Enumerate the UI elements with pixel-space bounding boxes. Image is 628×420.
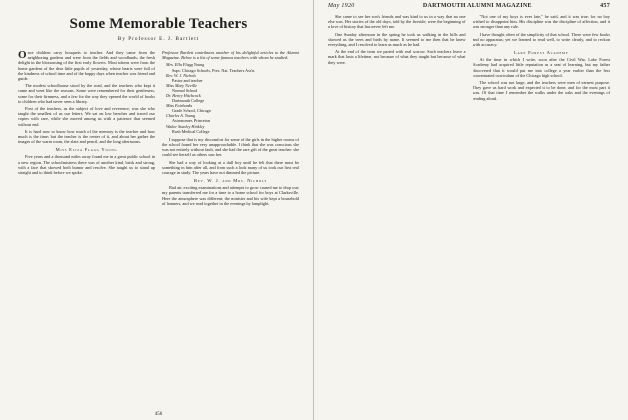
paragraph: Once children carry bouquets to teacher. And they came from the neighboring gardens and were from the fields and woodlands; the fresh delight in the blossoming of the first early flowers. Most tokens were from the home gardens of the dear little pupils of yesterday, whose hearts were full of the kindness of school time and of the happy days when teacher was friend and guide. [18, 50, 155, 82]
teacher-name: Miss Mary Neville [166, 82, 197, 88]
paragraph: Bad air, exciting examinations and attempts to grow caused me to drop out; my parents transferred me for a time to a home school for boys at Clarksville. Here the atmosphere was different; the minister and his wife kept a household of learners, and we read together in the evenings by lamplight. [162, 185, 299, 206]
paragraph: One Sunday afternoon in the spring he took us walking in the hills and showed us the trees and birds by name. It seemed to me then that he knew everything, and I resolved to learn as much as he had. [328, 31, 466, 48]
paragraph: She came to see her son's friends and was kind to us in a way that no one else was. Her stories of the old days, told by the fireside, were the beginning of a love of history that has never left me. [328, 14, 466, 30]
left-columns [18, 50, 299, 406]
article-title: Some Memorable Teachers [69, 16, 248, 32]
teacher-note: Pastor and teacher [172, 77, 203, 83]
section-heading: Miss Eliza Flagg Young [55, 147, 118, 153]
teacher-entry [166, 93, 299, 103]
teacher-note: Normal School [172, 87, 198, 93]
teacher-note: Supt. Chicago Schools, Pres. Nat. Teachers Ass'n. [172, 67, 256, 73]
left-column-1 [18, 50, 155, 406]
section-heading: Lake Forest Academy [513, 50, 569, 56]
teacher-entry [166, 83, 299, 93]
teacher-name: Charles A. Young [166, 113, 196, 119]
paragraph: It is hard now to know how much of the memory is the teacher and how much is the time; but the teacher is the center of it, and about her gather the images of the warm room, the slate and pencil, and the long afternoons. [18, 128, 155, 145]
paragraph: She had a way of looking at a dull boy until he felt that there must be something in him after all, and from such a look many of us took our first real courage in study. The years have not dimmed the picture. [162, 159, 299, 175]
teacher-note: Rush Medical College [172, 128, 210, 134]
editor-note [162, 50, 299, 60]
page-number: 457 [600, 3, 610, 9]
paragraph: At the end of the term we parted with real sorrow. Such teachers leave a mark that lasts a lifetime, not because of what they taught but because of what they were. [328, 49, 466, 65]
magazine-title: DARTMOUTH ALUMNI MAGAZINE [422, 3, 532, 9]
right-page-content [328, 0, 610, 420]
paragraph: First of the teachers, as the subject of love and reverence, was she who taught the smallest of us our letters. We sat on low benches and traced our copies with care, while she moved among us with a patience that seemed without end. [18, 106, 155, 127]
right-page [314, 0, 628, 420]
teacher-name: Walter Stanley Hinkley [166, 123, 205, 129]
teacher-entry [166, 73, 299, 83]
teacher-name: Dr. Henry Hitchcock [166, 92, 201, 98]
teacher-name: Miss Fairbanks [166, 103, 193, 109]
teacher-entry [166, 124, 299, 134]
paragraph: I have thought often of the simplicity of that school. There were few books and no apparatus; yet we learned to read well, to write clearly, and to reckon with accuracy. [472, 31, 610, 48]
paragraph: The school was not large, and the teachers were men of earnest purpose. They gave us hard work and expected it to be done, and for the most part it was. Of that time I remember the walks under the oaks and the evenings of reading aloud. [472, 80, 610, 101]
article-byline: By Professor E. J. Bartlett [117, 36, 200, 42]
running-head [328, 3, 610, 9]
paragraph: Five years and a thousand miles away found me in a great public school in a new region. The schoolmistress there was of another kind, brisk and strong, with a face that showed both humor and resolve. She taught us to stand up straight and to think before we spoke. [18, 154, 155, 176]
editor-note-text: Professor Bartlett contributes another of his delightful articles to the Alumni Magazine. Below is a list of some famous teachers with whom he studied. [162, 50, 299, 61]
teacher-note: Grade School, Chicago [172, 108, 211, 114]
paragraph: The modest schoolhouse stood by the road, and the teachers who kept it came and went like the seasons. Some were remembered for their gentleness, some for their firmness, and a few for the way they opened the world of books to children who had never seen a library. [18, 83, 155, 104]
teacher-entry [166, 103, 299, 113]
right-columns [328, 14, 610, 408]
teacher-list [166, 62, 299, 133]
teacher-name: Rev. W. J. Nichols [166, 72, 197, 78]
paragraph: At the time in which I write, soon after the Civil War, Lake Forest Academy had acquired little reputation as a seat of learning, but my father discovered that it would put me into college a year earlier than the less concentrated curriculum of the Chicago high school. [472, 57, 610, 78]
left-page-content [18, 0, 299, 420]
right-column-1 [328, 14, 466, 408]
page-number: 456 [154, 412, 163, 417]
teacher-entry [166, 113, 299, 123]
paragraph: I suppose that is my discomfort for some of the girls in the higher rooms of the school found her very unapproachable. I think that she was conscious she was not entirely without fault, and she had the rare gift of the great teacher: she could see herself as others saw her. [162, 136, 299, 158]
teacher-note: Astronomer, Princeton [172, 118, 210, 124]
teacher-entry [166, 62, 299, 72]
teacher-name: Mrs. Ella Flagg Young [166, 62, 205, 68]
teacher-note: Dartmouth College [172, 98, 205, 104]
section-heading: Rev. W. J. and Mrs. Nichols [193, 178, 268, 184]
right-column-2 [473, 14, 611, 408]
paragraph: "Not one of my boys is ever late," he said, and it was true; for no boy wished to disappoint him. His discipline was the discipline of affection, and it was stronger than any rule. [472, 14, 610, 30]
issue-date: May 1920 [328, 3, 355, 9]
left-column-2 [162, 50, 299, 406]
